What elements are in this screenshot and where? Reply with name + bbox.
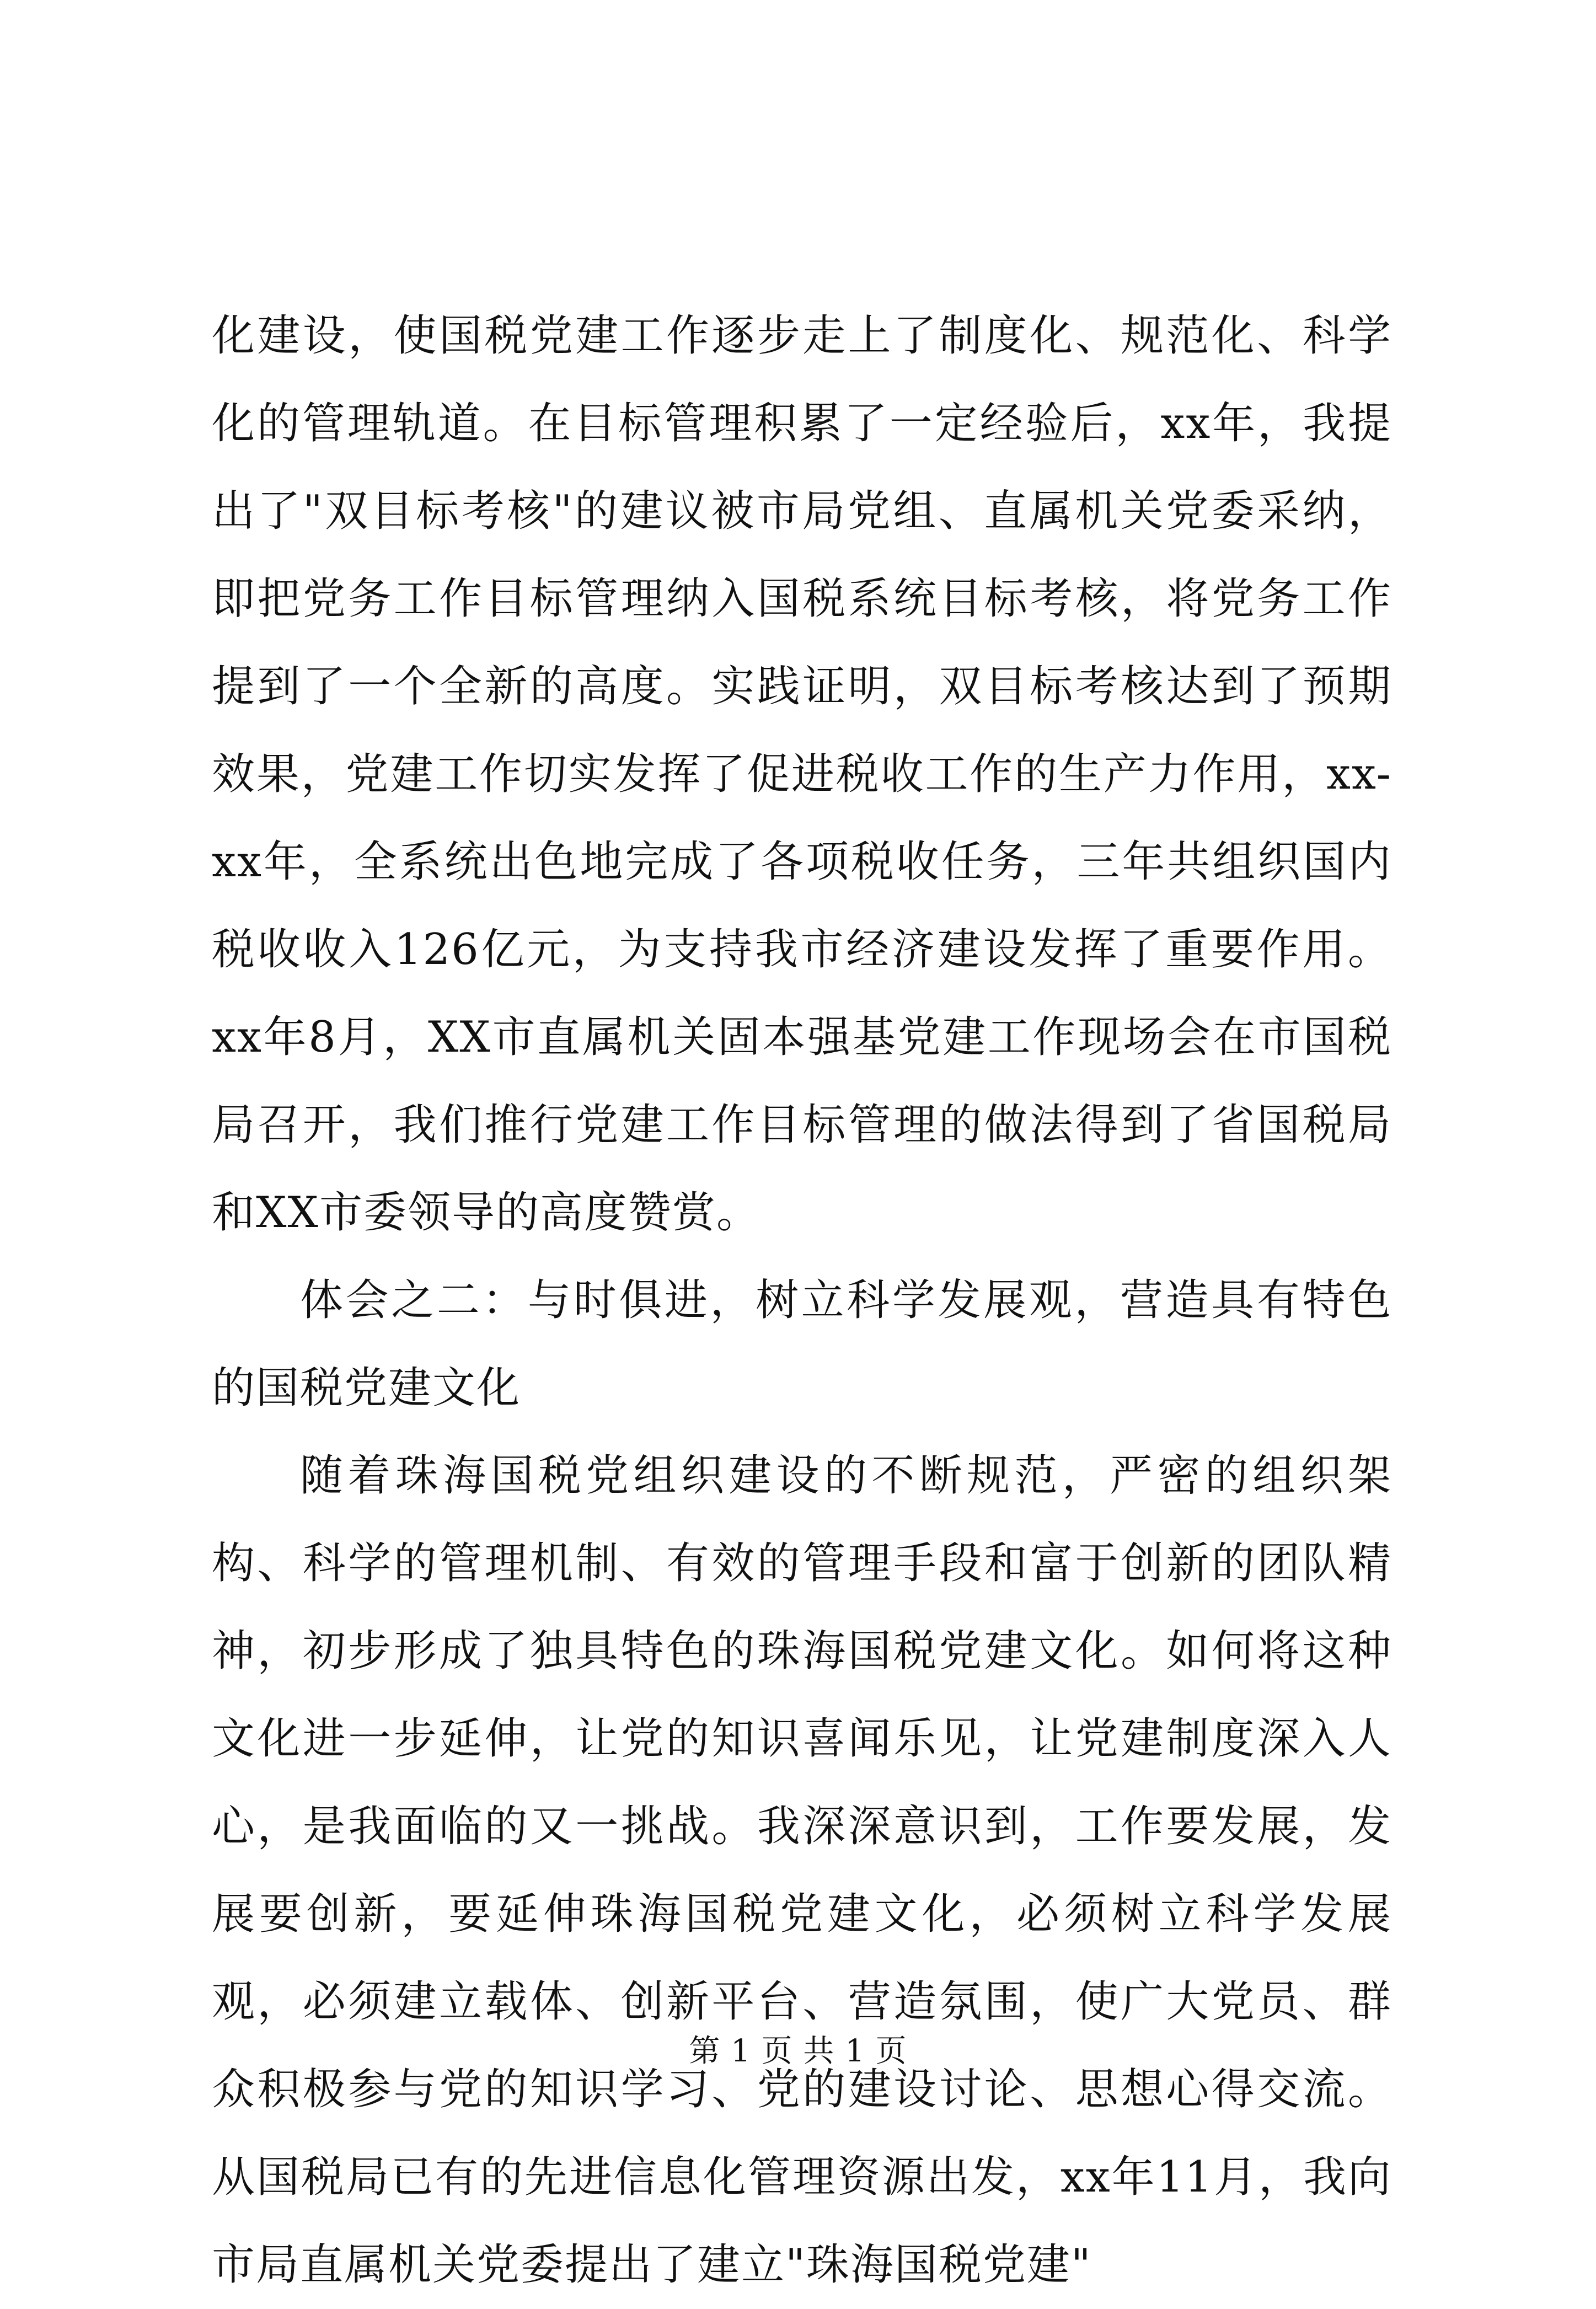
- page-footer: [0, 2029, 1596, 2074]
- paragraph-3: 随着珠海国税党组织建设的不断规范，严密的组织架构、科学的管理机制、有效的管理手段和富于创新的团队精神，初步形成了独具特色的珠海国税党建文化。如何将这种文化进一步延伸，让党的知识喜闻乐见，让党建制度深入人心，是我面临的又一挑战。我深深意识到，工作要发展，发展要创新，要延伸珠海国税党建文化，必须树立科学发展观，必须建立载体、创新平台、营造氛围，使广大党员、群众积极参与党的知识学习、党的建设讨论、思想心得交流。从国税局已有的先进信息化管理资源出发，xx年11月，我向市局直属机关党委提出了建立"珠海国税党建": [212, 1451, 1392, 2290]
- document-body: [212, 292, 1392, 2309]
- paragraph-1: 化建设，使国税党建工作逐步走上了制度化、规范化、科学化的管理轨道。在目标管理积累了一定经验后，xx年，我提出了"双目标考核"的建议被市局党组、直属机关党委采纳，即把党务工作目标管理纳入国税系统目标考核，将党务工作提到了一个全新的高度。实践证明，双目标考核达到了预期效果，党建工作切实发挥了促进税收工作的生产力作用，xx-xx年，全系统出色地完成了各项税收任务，三年共组织国内税收收入126亿元，为支持我市经济建设发挥了重要作用。xx年8月，XX市直属机关固本强基党建工作现场会在市国税局召开，我们推行党建工作目标管理的做法得到了省国税局和XX市委领导的高度赞赏。: [212, 311, 1392, 1237]
- paragraph-2-heading: 体会之二：与时俱进，树立科学发展观，营造具有特色的国税党建文化: [212, 1276, 1392, 1413]
- page-number-label: 第 1 页 共 1 页: [689, 2033, 907, 2069]
